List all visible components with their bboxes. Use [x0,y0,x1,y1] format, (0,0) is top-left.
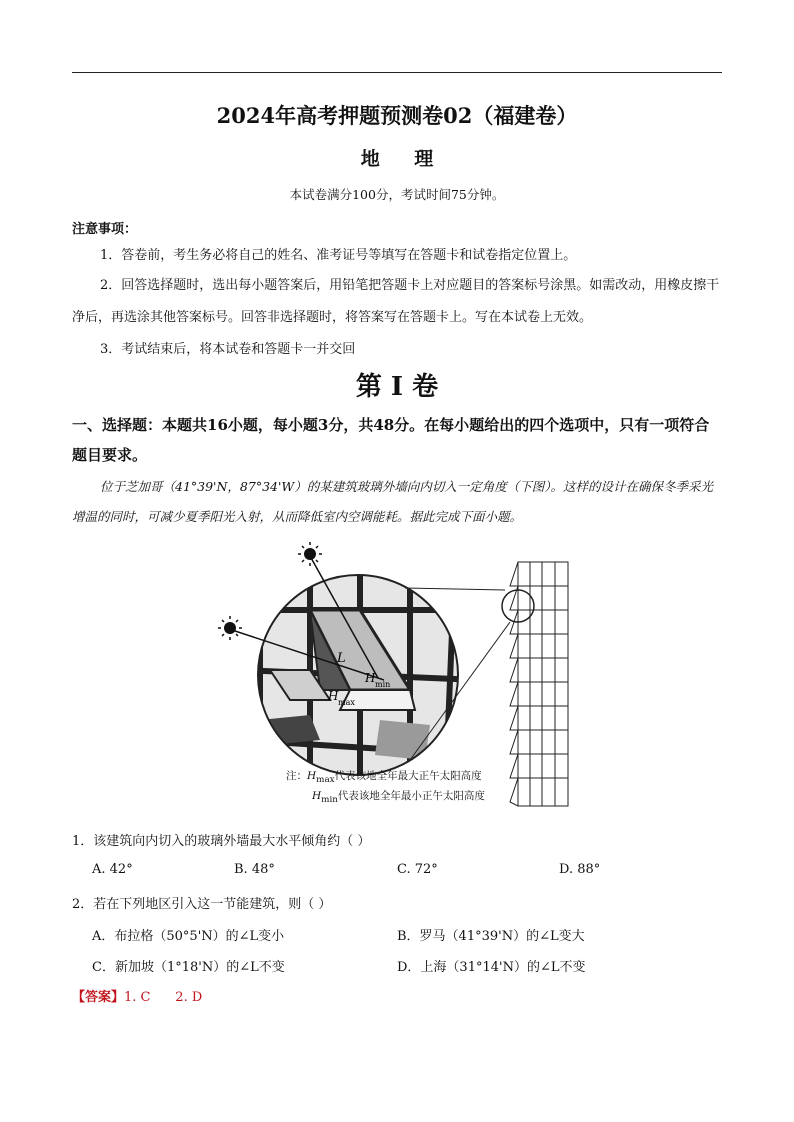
question-2-stem: 2．若在下列地区引入这一节能建筑，则（ ） [72,897,332,912]
building-tower [510,562,568,806]
question-1-option-d: D. 88° [559,862,601,877]
label-l: L [337,651,346,666]
sun-icon [218,616,242,640]
notice-item-2: 2．回答选择题时，选出每小题答案后，用铅笔把答题卡上对应题目的答案标号涂黑。如需改动，用橡皮擦干净后，再选涂其他答案标号。回答非选择题时，将答案写在答题卡上。写在本试卷上无效。 [72,278,720,325]
note-text-min: 代表该地全年最小正午太阳高度 [337,790,485,803]
section-heading: 一、选择题：本题共16小题，每小题3分，共48分。在每小题给出的四个选项中，只有一项符合题目要求。 [72,416,710,464]
header-rule [72,72,722,73]
label-hmin-sub: min [375,680,391,689]
subject-heading: 地 理 [360,148,448,170]
exam-title: 2024年高考押题预测卷02（福建卷） [216,103,578,128]
label-hmin: H [365,671,376,685]
volume-heading: 第 I 卷 [355,372,439,402]
note-sub-min: min [321,795,338,806]
notice-heading: 注意事项： [72,222,138,237]
figure-note [286,768,485,808]
figure-note-line-1 [286,768,485,788]
note-sub-max: max [316,775,335,786]
answer-text: 1. C 2. D [124,990,203,1005]
question-2-option-a: A．布拉格（50°5'N）的∠L变小 [92,929,285,944]
question-2-option-d: D．上海（31°14'N）的∠L不变 [397,960,586,975]
notice-item-3: 3．考试结束后，将本试卷和答题卡一并交回 [100,342,356,357]
notice-item-1: 1．答卷前，考生务必将自己的姓名、准考证号等填写在答题卡和试卷指定位置上。 [100,248,577,263]
material-text: 位于芝加哥（41°39'N，87°34'W）的某建筑玻璃外墙向内切入一定角度（下图）。这样的设计在确保冬季采光增温的同时，可减少夏季阳光入射，从而降低室内空调能耗。据此完成下面小题。 [72,479,714,524]
question-1-option-c: C. 72° [397,862,438,877]
question-2-option-c: C．新加坡（1°18'N）的∠L不变 [92,960,285,975]
question-2-option-b: B．罗马（41°39'N）的∠L变大 [397,929,585,944]
question-1-stem: 1．该建筑向内切入的玻璃外墙最大水平倾角约（ ） [72,834,371,849]
label-hmax: H [328,689,339,703]
answer-label: 【答案】 [72,990,125,1005]
answer-line [72,986,202,1005]
sun-icon [298,542,322,566]
connector-line [405,588,505,590]
note-text-max: 代表该地全年最大正午太阳高度 [334,770,482,782]
label-hmax-sub: max [338,698,355,707]
question-1-option-a: A. 42° [92,862,133,877]
note-h: H [312,790,322,803]
note-h: H [307,770,317,782]
exam-info: 本试卷满分100分，考试时间75分钟。 [289,187,505,202]
question-1-option-b: B. 48° [234,862,275,877]
figure-note-line-2 [286,788,485,808]
note-prefix: 注： [286,770,307,782]
